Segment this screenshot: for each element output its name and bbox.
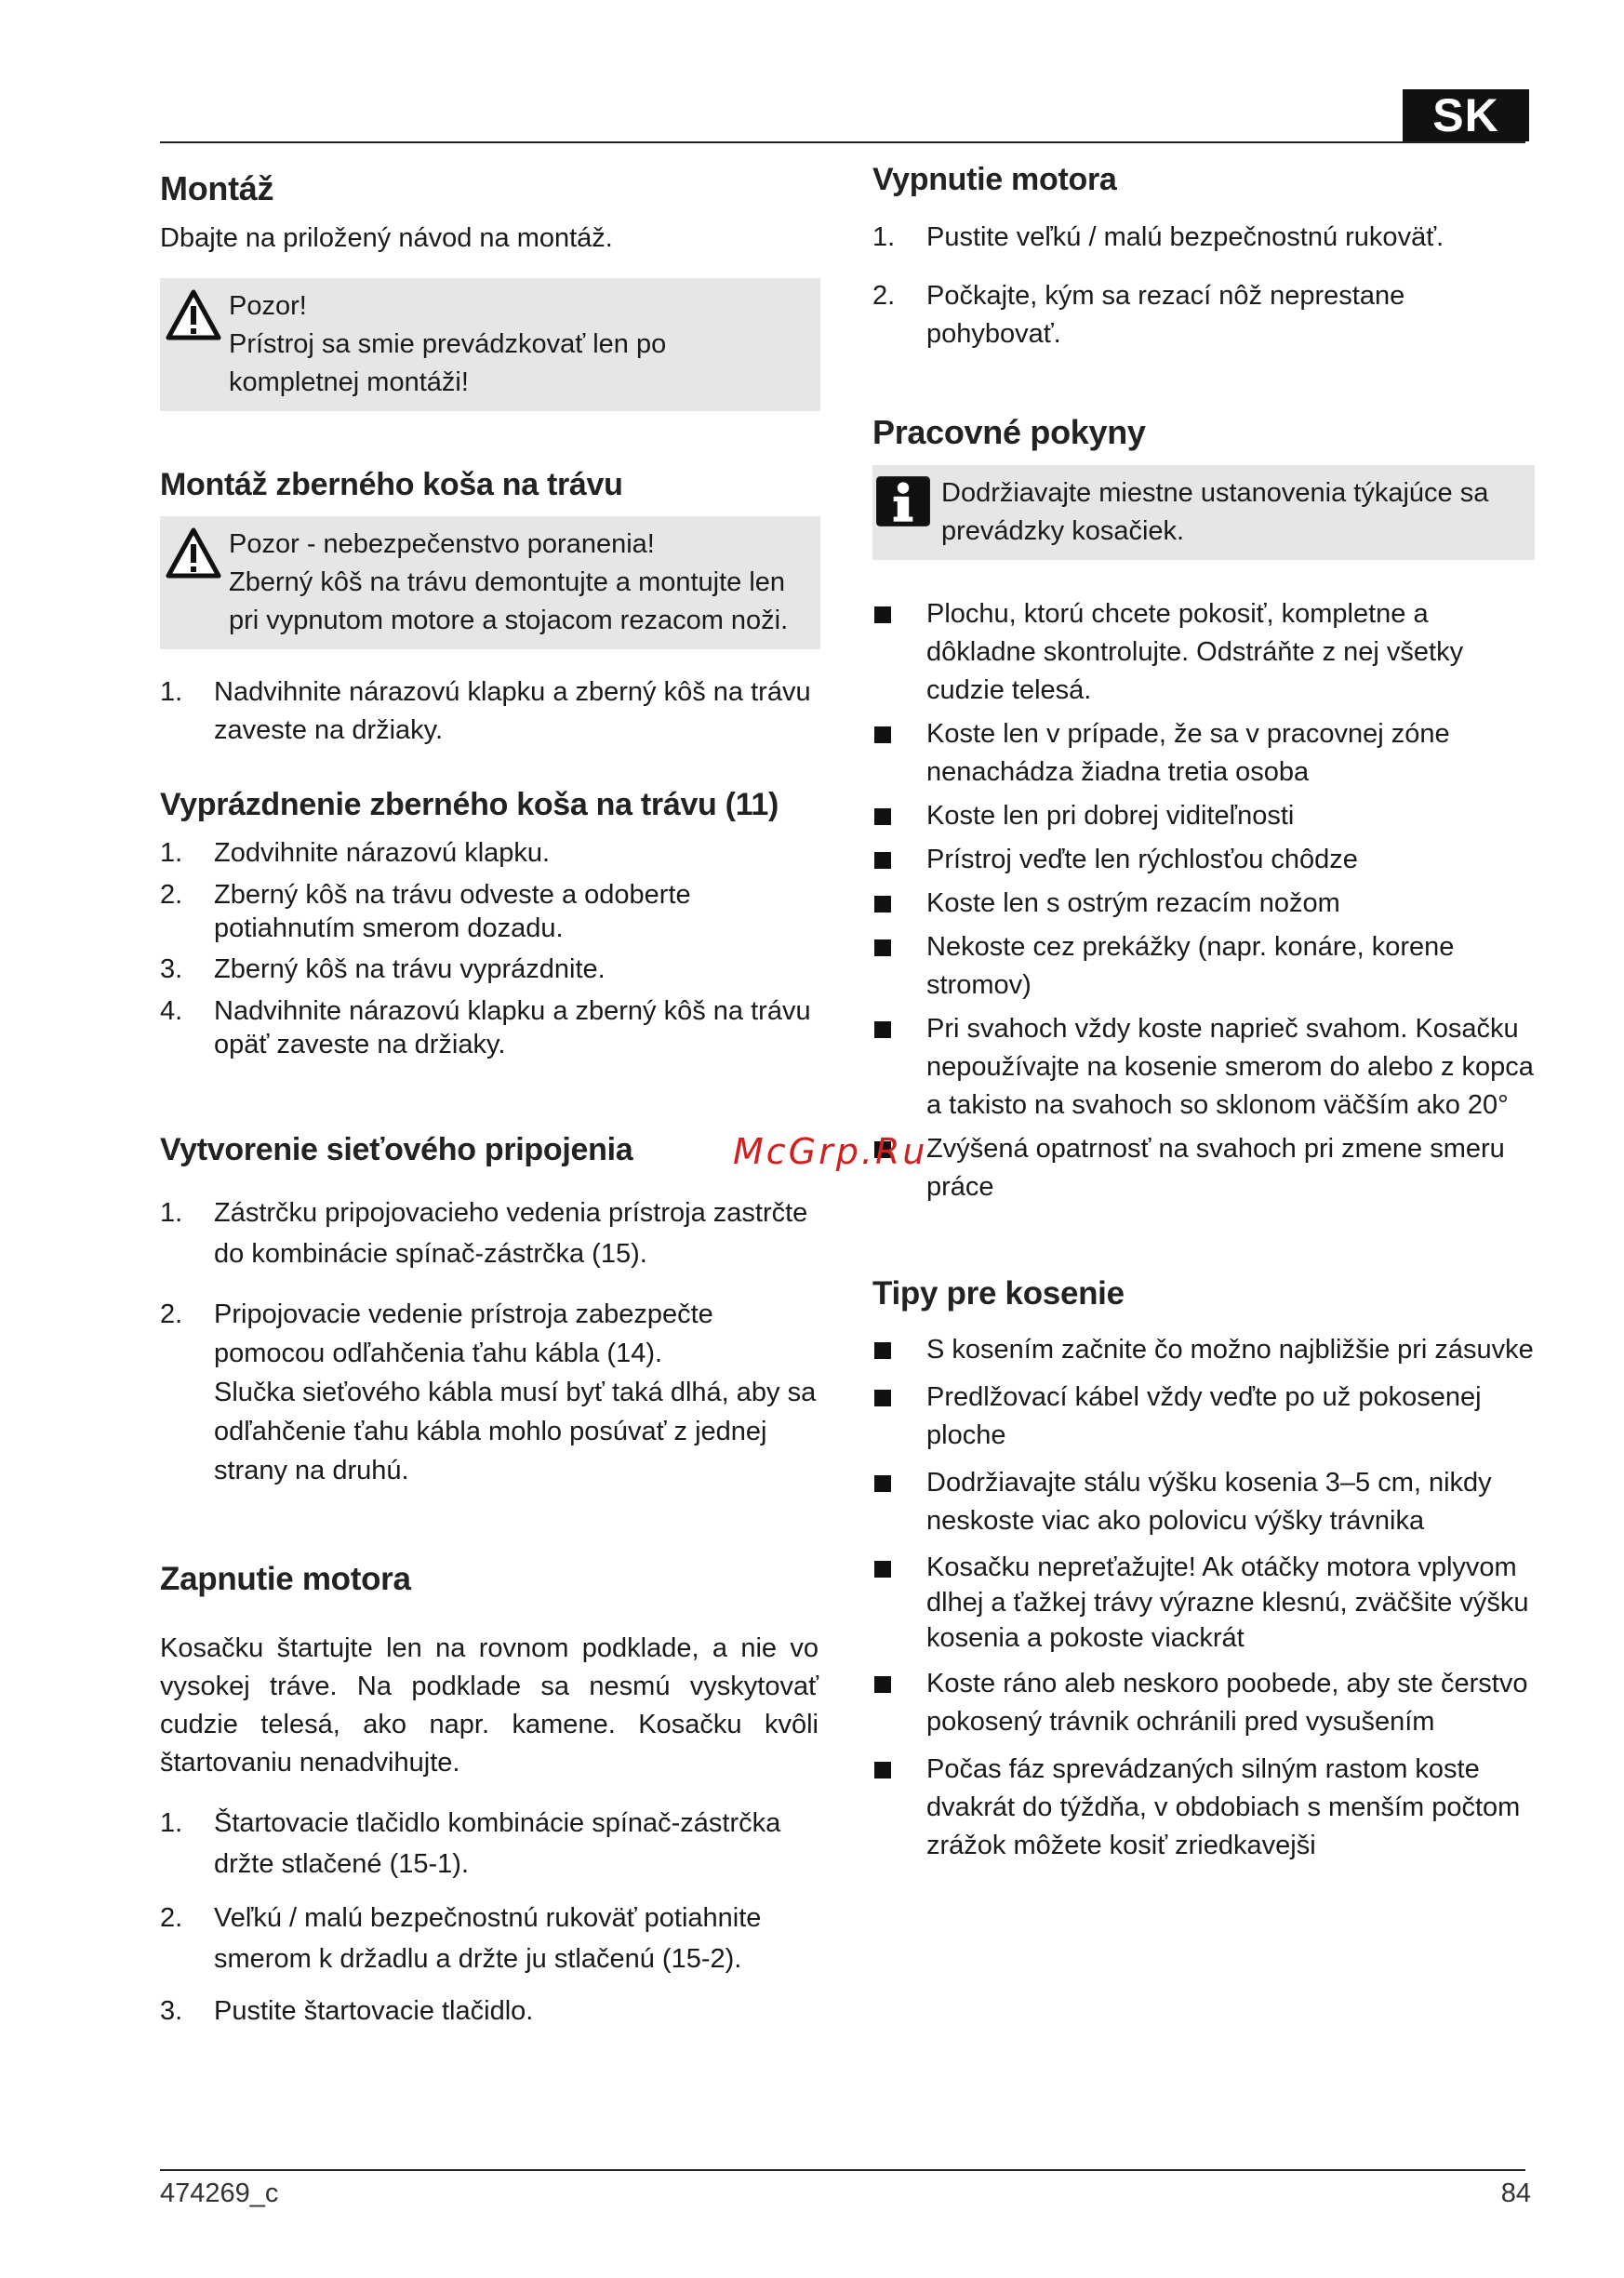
- bullet-square-icon: [874, 606, 891, 623]
- warning-text: Zberný kôš na trávu demontujte a montujte len pri vypnutom motore a stojacom rezacom noži.: [229, 567, 789, 635]
- warning-title: Pozor - nebezpečenstvo poranenia!: [229, 529, 655, 559]
- list-item-text: Koste ráno aleb neskoro poobede, aby ste čerstvo pokosený trávnik ochránili pred vysušením: [926, 1669, 1528, 1737]
- list-item: [872, 928, 1535, 1005]
- footer-rule: [160, 2169, 1525, 2171]
- list-item: [872, 277, 1535, 353]
- list-item-text: Kosačku nepreťažujte! Ak otáčky motora vplyvom dlhej a ťažkej trávy výrazne klesnú, zväčšite výšku kosenia a pokoste viackrát: [926, 1552, 1529, 1653]
- list-item-text: Prístroj veďte len rýchlosťou chôdze: [926, 845, 1358, 874]
- list-item: [872, 1331, 1535, 1369]
- vypnutie-steps: [872, 219, 1535, 353]
- list-item: [872, 1665, 1535, 1741]
- list-item-text: Koste len s ostrým rezacím nožom: [926, 888, 1340, 918]
- list-item: [872, 715, 1535, 792]
- bullet-square-icon: [874, 808, 891, 825]
- list-item: [872, 885, 1535, 923]
- list-item: [872, 1751, 1535, 1865]
- step-text: Štartovacie tlačidlo kombinácie spínač-zástrčka držte stlačené (15-1).: [214, 1808, 781, 1879]
- list-item-text: Nekoste cez prekážky (napr. konáre, korene stromov): [926, 932, 1455, 1000]
- step-text: Zástrčku pripojovacieho vedenia prístroja zastrčte do kombinácie spínač-zástrčka (15).: [214, 1198, 808, 1269]
- section-title-pripojenie: Vytvorenie sieťového pripojenia: [160, 1132, 633, 1167]
- list-item-text: Koste len pri dobrej viditeľnosti: [926, 801, 1295, 831]
- zapnutie-text: Kosačku štartujte len na rovnom podklade, a nie vo vysokej tráve. Na podklade sa nesmú vyskytovať cudzie telesá, ako napr. kamene. Kosačku kvôli štartovaniu nenadvihujte.: [160, 1633, 819, 1778]
- list-item-text: Dodržiavajte stálu výšku kosenia 3–5 cm, nikdy neskoste viac ako polovicu výšky trávnika: [926, 1468, 1492, 1536]
- pokyny-list: [872, 595, 1535, 1206]
- bullet-square-icon: [874, 1021, 891, 1038]
- bullet-square-icon: [874, 1475, 891, 1492]
- page-number: 84: [1500, 2178, 1531, 2208]
- bullet-square-icon: [874, 896, 891, 913]
- list-item: [160, 878, 819, 945]
- info-text: Dodržiavajte miestne ustanovenia týkajúce sa prevádzky kosačiek.: [941, 478, 1489, 546]
- list-item: [160, 994, 819, 1061]
- bullet-square-icon: [874, 939, 891, 956]
- list-item: [160, 1992, 819, 2031]
- step-number: 4.: [160, 996, 183, 1026]
- warning-text: Prístroj sa smie prevádzkovať len po kompletnej montáži!: [229, 329, 667, 397]
- right-column: [872, 158, 1535, 1865]
- step-number: 3.: [160, 1996, 183, 2026]
- step-number: 1.: [872, 222, 896, 252]
- section-title-kos: Montáž zberného koša na trávu: [160, 467, 623, 502]
- list-item: [160, 1803, 819, 1885]
- vyprazdnenie-steps: [160, 834, 819, 1061]
- montaz-text: Dbajte na priložený návod na montáž.: [160, 223, 613, 253]
- list-item: [160, 1192, 819, 1274]
- section-title-zapnutie: Zapnutie motora: [160, 1561, 411, 1597]
- step-text: Pustite veľkú / malú bezpečnostnú rukoväť.: [926, 222, 1444, 252]
- zapnutie-steps: [160, 1803, 819, 2031]
- step-text: Zberný kôš na trávu vyprázdnite.: [214, 954, 606, 984]
- list-item: [872, 797, 1535, 835]
- list-item: [872, 595, 1535, 710]
- tipy-list: [872, 1331, 1535, 1865]
- step-number: 1.: [160, 1198, 183, 1228]
- section-title-tipy: Tipy pre kosenie: [872, 1275, 1125, 1312]
- list-item: [872, 1010, 1535, 1125]
- warning-triangle-icon: [166, 527, 221, 579]
- step-text: Zodvihnite nárazovú klapku.: [214, 838, 551, 868]
- step-text: Nadvihnite nárazovú klapku a zberný kôš na trávu zaveste na držiaky.: [214, 677, 811, 745]
- list-item: [872, 1130, 1535, 1206]
- step-note: Slučka sieťového kábla musí byť taká dlhá, aby sa odľahčenie ťahu kábla mohlo posúvať z jednej strany na druhú.: [214, 1378, 817, 1485]
- step-text: Počkajte, kým sa rezací nôž neprestane pohybovať.: [926, 281, 1405, 349]
- list-item: [160, 1898, 819, 1979]
- left-column: [160, 158, 819, 2031]
- list-item-text: Koste len v prípade, že sa v pracovnej zóne nenachádza žiadna tretia osoba: [926, 719, 1450, 787]
- list-item: [872, 841, 1535, 879]
- document-id: 474269_c: [160, 2178, 279, 2208]
- step-text: Veľkú / malú bezpečnostnú rukoväť potiahnite smerom k držadlu a držte ju stlačenú (15-2).: [214, 1903, 762, 1974]
- step-text: Pripojovacie vedenie prístroja zabezpečte pomocou odľahčenia ťahu kábla (14).: [214, 1299, 713, 1368]
- bullet-square-icon: [874, 1762, 891, 1778]
- list-item: [160, 1295, 819, 1490]
- pripojenie-steps: [160, 1192, 819, 1490]
- info-box-pokyny: [872, 465, 1535, 560]
- list-item-text: Predlžovací kábel vždy veďte po už pokosenej ploche: [926, 1382, 1482, 1450]
- list-item: [160, 673, 819, 750]
- step-text: Zberný kôš na trávu odveste a odoberte potiahnutím smerom dozadu.: [214, 880, 691, 943]
- bullet-square-icon: [874, 726, 891, 743]
- kos-steps: [160, 673, 819, 750]
- section-title-vyprazdnenie: Vyprázdnenie zberného koša na trávu (11): [160, 787, 779, 822]
- step-number: 1.: [160, 838, 183, 868]
- section-title-vypnutie: Vypnutie motora: [872, 162, 1117, 197]
- header-rule: [160, 141, 1525, 143]
- step-number: 2.: [872, 281, 896, 311]
- step-number: 2.: [160, 1903, 183, 1933]
- bullet-square-icon: [874, 1342, 891, 1359]
- warning-title: Pozor!: [229, 291, 307, 321]
- step-number: 3.: [160, 954, 183, 984]
- section-title-pokyny: Pracovné pokyny: [872, 413, 1146, 451]
- warning-triangle-icon: [166, 289, 221, 341]
- step-number: 1.: [160, 1808, 183, 1838]
- bullet-square-icon: [874, 1561, 891, 1578]
- step-text: Pustite štartovacie tlačidlo.: [214, 1996, 534, 2026]
- bullet-square-icon: [874, 852, 891, 869]
- list-item: [160, 834, 819, 873]
- list-item: [872, 1464, 1535, 1540]
- section-title-montaz: Montáž: [160, 169, 274, 207]
- list-item-text: Plochu, ktorú chcete pokosiť, kompletne a dôkladne skontrolujte. Odstráňte z nej všetky cudzie telesá.: [926, 599, 1464, 705]
- warning-box-montaz: [160, 278, 820, 411]
- bullet-square-icon: [874, 1390, 891, 1406]
- list-item: [872, 1379, 1535, 1455]
- list-item: [872, 1550, 1535, 1656]
- step-number: 2.: [160, 1299, 183, 1329]
- list-item-text: Pri svahoch vždy koste naprieč svahom. Kosačku nepoužívajte na kosenie smerom do alebo z kopca a takisto na svahoch so sklonom väčším ako 20°: [926, 1014, 1534, 1120]
- language-badge: SK: [1403, 89, 1529, 141]
- list-item-text: Počas fáz sprevádzaných silným rastom koste dvakrát do týždňa, v obdobiach s menším počtom zrážok môžete kosiť zriedkavejši: [926, 1754, 1521, 1860]
- warning-box-kos: [160, 516, 820, 649]
- info-icon: [874, 473, 932, 530]
- step-number: 1.: [160, 677, 183, 707]
- bullet-square-icon: [874, 1676, 891, 1693]
- list-item: [872, 219, 1535, 257]
- watermark: McGrp.Ru: [733, 1131, 928, 1172]
- list-item-text: Zvýšená opatrnosť na svahoch pri zmene smeru práce: [926, 1134, 1505, 1202]
- list-item-text: S kosením začnite čo možno najbližšie pri zásuvke: [926, 1335, 1534, 1365]
- list-item: [160, 951, 819, 989]
- step-text: Nadvihnite nárazovú klapku a zberný kôš na trávu opäť zaveste na držiaky.: [214, 996, 811, 1059]
- step-number: 2.: [160, 880, 183, 910]
